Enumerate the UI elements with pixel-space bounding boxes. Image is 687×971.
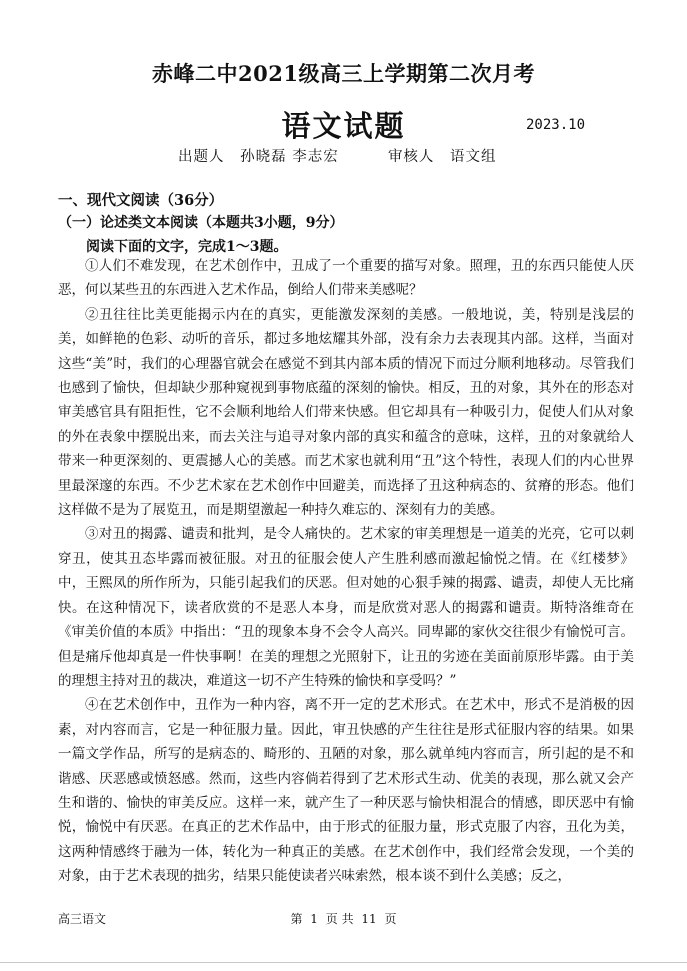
reviewer-name: 语文组 <box>450 149 497 165</box>
page-prefix: 第 <box>290 912 303 926</box>
section-heading: 一、现代文阅读（36分） <box>58 192 224 209</box>
author-label: 出题人 <box>178 149 225 165</box>
reading-passage <box>58 254 634 889</box>
exam-title: 赤峰二中2021级高三上学期第二次月考 <box>152 61 535 86</box>
author-line <box>178 145 507 166</box>
paragraph-1: ①人们不难发现，在艺术创作中，丑成了一个重要的描写对象。照理，丑的东西只能使人厌恶，何以某些丑的东西进入艺术作品，倒给人们带来美感呢？ <box>58 258 634 299</box>
paragraph-3: ③对丑的揭露、谴责和批判，是令人痛快的。艺术家的审美理想是一道美的光亮，它可以刺穿丑，使其丑态毕露而被征服。对丑的征服会使人产生胜利感而激起愉悦之情。在《红楼梦》中，王熙凤的所作所为，只能引起我们的厌恶。但对她的心狠手辣的揭露、谴责，却使人无比痛快。在这种情况下，读者欣赏的不是恶人本身，而是欣赏对恶人的揭露和谴责。斯特洛维奇在《审美价值的本质》中指出：“丑的现象本身不会令人高兴。同卑鄙的家伙交往很少有愉悦可言。但是痛斥他却真是一件快事啊！在美的理想之光照射下，让丑的劣迹在美面前原形毕露。由于美的理想主持对丑的裁决，难道这一切不产生特殊的愉快和享受吗？” <box>58 526 634 689</box>
footer-course: 高三语文 <box>58 912 107 926</box>
page-current: 1 <box>310 912 318 926</box>
reviewer-label: 审核人 <box>387 149 435 165</box>
subsection-heading: （一）论述类文本阅读（本题共3小题，9分） <box>58 215 344 231</box>
author-names: 孙晓磊 李志宏 <box>240 149 339 165</box>
page-total: 11 <box>361 912 377 926</box>
page-middle: 页 共 <box>325 912 354 926</box>
exam-date: 2023.10 <box>526 117 586 133</box>
paragraph-4: ④在艺术创作中，丑作为一种内容，离不开一定的艺术形式。在艺术中，形式不是消极的因素，对内容而言，它是一种征服力量。因此，审丑快感的产生往往是形式征服内容的结果。如果一篇文学作品，所写的是病态的、畸形的、丑陋的对象，那么就单纯内容而言，所引起的是不和谐感、厌恶感或愤怒感。然而，这些内容倘若得到了艺术形式生动、优美的表现，那么就又会产生和谐的、愉快的审美反应。这样一来，就产生了一种厌恶与愉快相混合的情感，即厌恶中有愉悦，愉悦中有厌恶。在真正的艺术作品中，由于形式的征服力量，形式克服了内容，丑化为美，这两种情感终于融为一体，转化为一种真正的美感。在艺术创作中，我们经常会发现，一个美的对象，由于艺术表现的拙劣，结果只能使读者兴味索然，根本谈不到什么美感；反之， <box>58 697 634 885</box>
subject-title: 语文试题 <box>281 109 406 143</box>
footer-page-number <box>0 910 687 927</box>
page-suffix: 页 <box>384 912 397 926</box>
bottom-divider <box>0 962 687 963</box>
reading-instruction: 阅读下面的文字，完成1～3题。 <box>86 239 288 255</box>
paragraph-2: ②丑往往比美更能揭示内在的真实，更能激发深刻的美感。一般地说，美，特别是浅层的美，如鲜艳的色彩、动听的音乐，都过多地炫耀其外部，没有余力去表现其内部。这样，当面对这些“美”时，我们的心理器官就会在感觉不到其内部本质的情况下而过分顺利地移动。尽管我们也感到了愉快，但却缺少那种窥视到事物底蕴的深刻的愉快。相反，丑的对象，其外在的形态对审美感官具有阻拒性，它不会顺利地给人们带来快感。但它却具有一种吸引力，促使人们从对象的外在表象中摆脱出来，而去关注与追寻对象内部的真实和蕴含的意味，这样，丑的对象就给人带来一种更深刻的、更震撼人心的美感。而艺术家也就利用“丑”这个特性，表现人们的内心世界里最深邃的东西。不少艺术家在艺术创作中回避美，而选择了丑这种病态的、贫瘠的形态。他们这样做不是为了展览丑，而是期望激起一种持久难忘的、深刻有力的美感。 <box>58 306 634 519</box>
